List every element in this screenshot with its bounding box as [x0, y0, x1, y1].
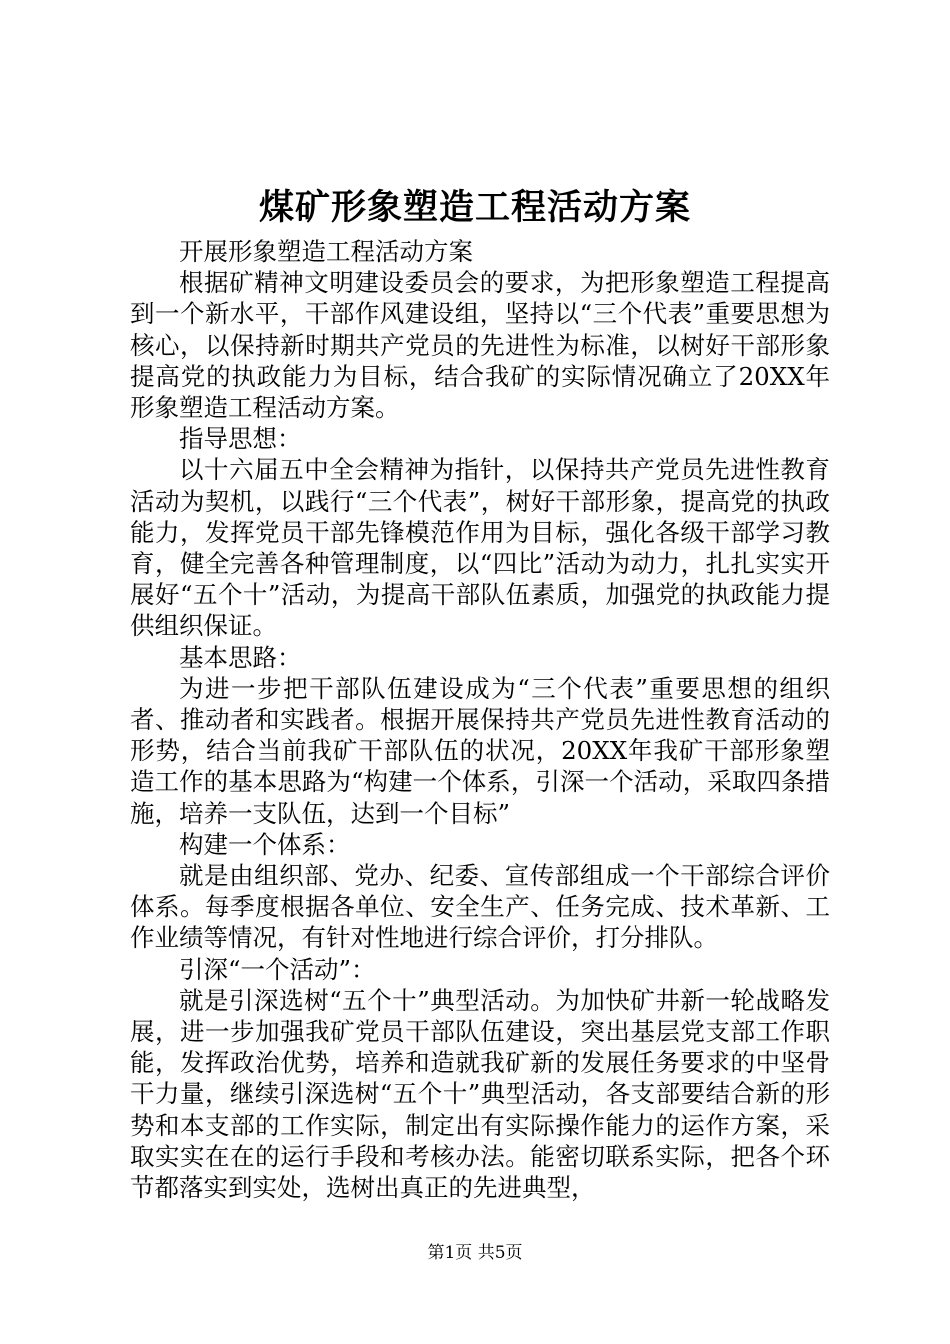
heading-build-system: 构建一个体系： — [179, 829, 351, 859]
heading-deepen-activity: 引深“一个活动”： — [179, 954, 376, 984]
page-number-footer: 第1页 共5页 — [427, 1243, 523, 1263]
document-body — [130, 236, 830, 1203]
paragraph-guiding-thought: 以十六届五中全会精神为指针，以保持共产党员先进性教育活动为契机，以践行“三个代表”，树好干部形象，提高党的执政能力，发挥党员干部先锋模范作用为目标，强化各级干部学习教育，健全完善各种管理制度，以“四比”活动为动力，扎扎实实开展好“五个十”活动，为提高干部队伍素质，加强党的执政能力提供组织保证。 — [130, 455, 830, 641]
paragraph-build-system: 就是由组织部、党办、纪委、宣传部组成一个干部综合评价体系。每季度根据各单位、安全生产、任务完成、技术革新、工作业绩等情况，有针对性地进行综合评价，打分排队。 — [130, 861, 830, 953]
paragraph-intro: 根据矿精神文明建设委员会的要求，为把形象塑造工程提高到一个新水平，干部作风建设组，坚持以“三个代表”重要思想为核心，以保持新时期共产党员的先进性为标准，以树好干部形象提高党的执政能力为目标，结合我矿的实际情况确立了20XX年形象塑造工程活动方案。 — [130, 268, 830, 423]
heading-guiding-thought: 指导思想： — [179, 424, 302, 454]
document-title: 煤矿形象塑造工程活动方案 — [258, 187, 691, 228]
paragraph-basic-approach: 为进一步把干部队伍建设成为“三个代表”重要思想的组织者、推动者和实践者。根据开展保持共产党员先进性教育活动的形势，结合当前我矿干部队伍的状况，20XX年我矿干部形象塑造工作的基本思路为“构建一个体系，引深一个活动，采取四条措施，培养一支队伍，达到一个目标” — [130, 673, 830, 828]
heading-basic-approach: 基本思路： — [179, 642, 302, 672]
paragraph-subtitle: 开展形象塑造工程活动方案 — [179, 237, 473, 266]
paragraph-deepen-activity: 就是引深选树“五个十”典型活动。为加快矿井新一轮战略发展，进一步加强我矿党员干部队伍建设，突出基层党支部工作职能，发挥政治优势，培养和造就我矿新的发展任务要求的中坚骨干力量，继续引深选树“五个十”典型活动，各支部要结合新的形势和本支部的工作实际，制定出有实际操作能力的运作方案，采取实实在在的运行手段和考核办法。能密切联系实际，把各个环节都落实到实处，选树出真正的先进典型， — [130, 985, 830, 1203]
